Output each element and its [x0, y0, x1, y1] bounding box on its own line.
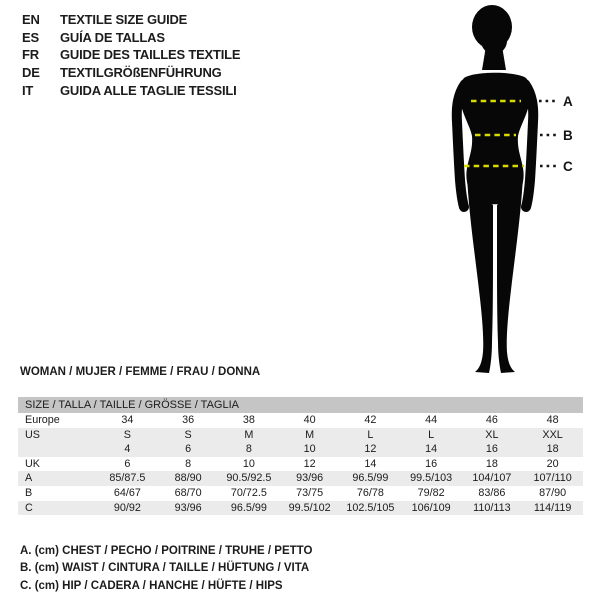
lang-label: TEXTILE SIZE GUIDE [60, 12, 188, 27]
lang-label: GUIDA ALLE TAGLIE TESSILI [60, 82, 237, 98]
left-leg-shape [467, 176, 493, 373]
legend-hip: C. (cm) HIP / CADERA / HANCHE / HÜFTE / HIPS [20, 579, 283, 592]
table-row-uk [18, 457, 583, 472]
table-cell: S [123, 428, 131, 441]
table-cell: 4 [124, 443, 131, 456]
lang-row-fr [22, 46, 240, 64]
table-cell: 104/107 [472, 472, 512, 485]
table-cell: 6 [124, 457, 131, 470]
table-cell: 90.5/92.5 [226, 472, 272, 485]
table-cell: 64/67 [113, 486, 141, 499]
lang-label: TEXTILGRÖßENFÜHRUNG [60, 65, 222, 81]
lang-code: EN [22, 12, 40, 27]
size-table [18, 397, 583, 515]
row-label: Europe [25, 414, 60, 426]
table-cell: 36 [182, 414, 195, 426]
lang-code: DE [22, 65, 40, 81]
language-block [22, 11, 240, 100]
table-cell: 8 [245, 443, 252, 456]
table-cell: 102.5/105 [346, 501, 395, 514]
table-cell: L [428, 428, 435, 441]
table-cell: 110/113 [473, 501, 511, 514]
category-title: WOMAN / MUJER / FEMME / FRAU / DONNA [20, 366, 261, 378]
table-row-waist [18, 486, 583, 501]
lang-row-es [22, 29, 240, 47]
lang-row-de [22, 64, 240, 82]
row-label: C [25, 501, 33, 514]
table-cell: M [244, 428, 254, 441]
table-cell: 40 [303, 414, 316, 426]
table-cell: 83/86 [478, 486, 506, 499]
row-label: UK [25, 457, 40, 470]
table-cell: 12 [303, 457, 316, 470]
table-cell: L [367, 428, 374, 441]
table-cell: 46 [485, 414, 498, 426]
measure-label-b: B [563, 128, 573, 143]
woman-silhouette-diagram [420, 0, 595, 385]
table-cell: 38 [242, 414, 255, 426]
measure-label-c: C [563, 159, 573, 174]
table-row-chest [18, 471, 583, 486]
table-cell: 18 [485, 457, 498, 470]
right-leg-shape [497, 176, 523, 373]
row-label: B [25, 486, 33, 499]
table-cell: XXL [542, 428, 563, 441]
lang-label: GUÍA DE TALLAS [60, 29, 165, 45]
table-cell: 93/96 [296, 472, 324, 485]
table-cell: 44 [425, 414, 438, 426]
table-cell: 79/82 [417, 486, 445, 499]
table-cell: 10 [303, 443, 316, 456]
table-cell: 8 [185, 457, 192, 470]
table-row-us-numeric [18, 442, 583, 457]
legend-chest: A. (cm) CHEST / PECHO / POITRINE / TRUHE / PETTO [20, 545, 313, 557]
table-header: SIZE / TALLA / TAILLE / GRÖSSE / TAGLIA [18, 397, 583, 413]
lang-code: ES [22, 29, 39, 45]
table-cell: 114/119 [533, 501, 572, 514]
row-label: A [25, 472, 33, 485]
table-cell: 10 [242, 457, 255, 470]
table-cell: 106/109 [411, 501, 451, 514]
table-cell: 107/110 [533, 472, 572, 485]
woman-silhouette [459, 5, 531, 373]
table-cell: 87/90 [539, 486, 567, 499]
table-cell: 88/90 [174, 472, 202, 485]
lang-code: FR [22, 47, 39, 63]
lang-label: GUIDE DES TAILLES TEXTILE [60, 47, 241, 63]
table-cell: 14 [425, 443, 438, 456]
table-cell: 96.5/99 [230, 501, 267, 514]
table-cell: 99.5/103 [410, 472, 453, 485]
table-cell: 16 [425, 457, 438, 470]
table-cell: 90/92 [113, 501, 141, 514]
measurement-legend [20, 543, 312, 595]
table-row-europe [18, 413, 583, 428]
lang-code: IT [22, 82, 34, 98]
lang-row-it [22, 82, 240, 100]
table-cell: 85/87.5 [109, 472, 146, 485]
table-cell: 34 [121, 414, 134, 426]
table-cell: 76/78 [356, 486, 384, 499]
table-cell: S [184, 428, 192, 441]
table-cell: 93/96 [174, 501, 202, 514]
table-cell: 99.5/102 [288, 501, 331, 514]
table-cell: 48 [546, 414, 559, 426]
table-cell: 73/75 [296, 486, 324, 499]
row-label: US [25, 428, 40, 441]
table-cell: 12 [364, 443, 377, 456]
table-cell: 70/72.5 [230, 486, 267, 499]
table-cell: M [305, 428, 315, 441]
lang-row-en [22, 11, 240, 29]
measure-label-a: A [563, 94, 573, 109]
table-cell: 16 [485, 443, 498, 456]
table-cell: 14 [364, 457, 377, 470]
table-cell: 42 [364, 414, 377, 426]
table-cell: 68/70 [174, 486, 202, 499]
neck-shape [482, 46, 506, 70]
table-cell: 20 [546, 457, 559, 470]
legend-waist: B. (cm) WAIST / CINTURA / TAILLE / HÜFTUNG / VITA [20, 562, 310, 575]
table-row-us [18, 428, 583, 443]
row-label [18, 442, 97, 457]
table-cell: XL [485, 428, 499, 441]
table-cell: 96.5/99 [352, 472, 389, 485]
table-cell: 18 [546, 443, 559, 456]
table-cell: 6 [185, 443, 192, 456]
table-row-hip [18, 501, 583, 516]
